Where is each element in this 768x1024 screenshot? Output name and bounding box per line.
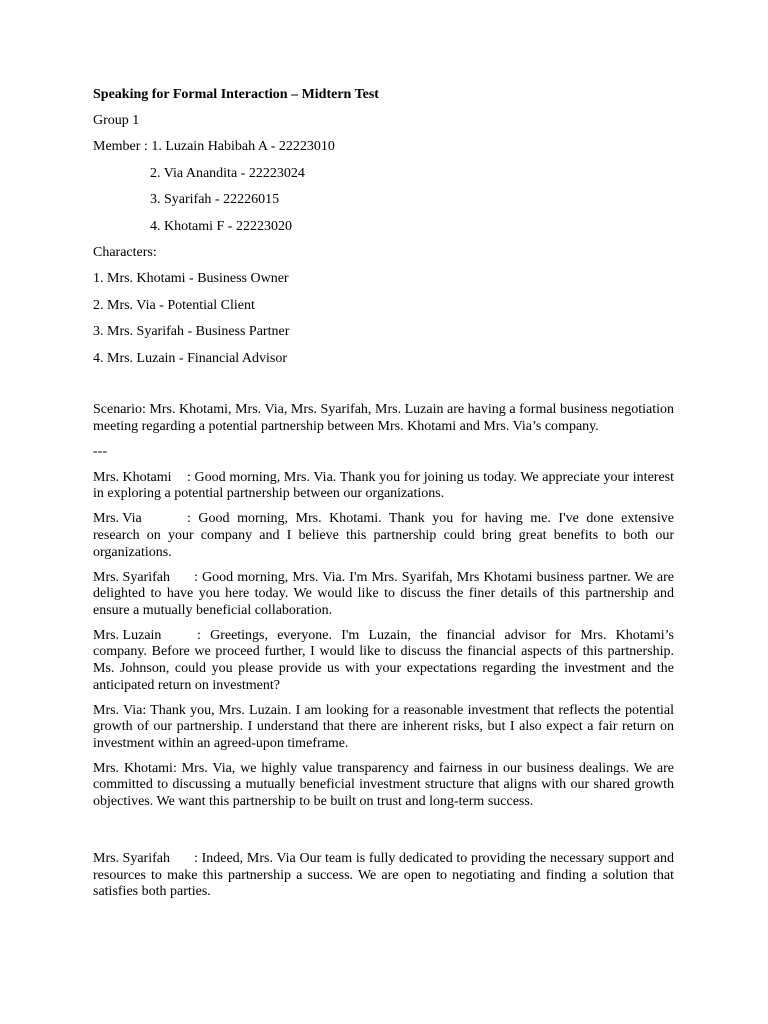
dialogue-luzain-1: [93, 628, 674, 694]
dialogue-text: : Good morning, Mrs. Via. I'm Mrs. Syarifah, Mrs Khotami business partner. We are delighted to have you here today. We would like to discuss the finer details of this partnership and ensure a mutually beneficial collaboration.: [93, 569, 674, 618]
speaker-name: Mrs. Syarifah: [93, 850, 170, 866]
member-name: 1. Luzain Habibah A - 22223010: [151, 139, 335, 155]
separator: ---: [93, 444, 107, 460]
dialogue-khotami-1: [93, 470, 674, 503]
dialogue-text: : Good morning, Mrs. Via. Thank you for joining us today. We appreciate your interest in exploring a potential partnership between our organizations.: [93, 469, 674, 502]
dialogue-syarifah-1: [93, 570, 674, 620]
blank-line: [93, 819, 674, 851]
member-line-1: [93, 138, 674, 156]
group-label: Group 1: [93, 113, 140, 128]
speaker-name: Mrs. Via: [93, 511, 142, 527]
member-line-2: 2. Via Anandita - 22223024: [150, 165, 305, 181]
document-title: Speaking for Formal Interaction – Midtern Test: [93, 87, 379, 102]
speaker-name: Mrs. Luzain: [93, 627, 162, 643]
character-item: 3. Mrs. Syarifah - Business Partner: [93, 324, 290, 340]
blank-line: [93, 376, 674, 402]
dialogue-syarifah-2: [93, 851, 674, 901]
dialogue-text: : Greetings, everyone. I'm Luzain, the financial advisor for Mrs. Khotami’s company. Before we proceed further, I would like to discuss the financial aspects of this partnership. Ms. Johnson, could you please provide us with your expectations regarding the investment and the anticipated return on investment?: [93, 627, 674, 693]
dialogue-text: : Good morning, Mrs. Khotami. Thank you for having me. I've done extensive research on your company and I believe this partnership could bring great benefits to both our organizations.: [93, 511, 674, 560]
dialogue-via-2: Mrs. Via: Thank you, Mrs. Luzain. I am looking for a reasonable investment that reflects the potential growth of our partnership. I understand that there are inherent risks, but I also expect a fair return on investment within an agreed-upon timeframe.: [93, 702, 674, 751]
character-item: 4. Mrs. Luzain - Financial Advisor: [93, 350, 288, 366]
dialogue-via-1: [93, 511, 674, 561]
speaker-name: Mrs. Syarifah: [93, 569, 170, 585]
member-line-3: 3. Syarifah - 22226015: [150, 192, 280, 208]
scenario-paragraph: Scenario: Mrs. Khotami, Mrs. Via, Mrs. Syarifah, Mrs. Luzain are having a formal business negotiation meeting regarding a potential partnership between Mrs. Khotami and Mrs. Via’s company.: [93, 401, 674, 434]
speaker-name: Mrs. Khotami: [93, 469, 172, 485]
members-prefix: Member :: [93, 139, 152, 155]
character-item: 1. Mrs. Khotami - Business Owner: [93, 271, 289, 287]
dialogue-khotami-2: Mrs. Khotami: Mrs. Via, we highly value transparency and fairness in our business dealings. We are committed to discussing a mutually beneficial investment structure that aligns with our shared growth objectives. We want this partnership to be built on trust and long-term success.: [93, 760, 674, 809]
dialogue-text: : Indeed, Mrs. Via Our team is fully dedicated to providing the necessary support and resources to make this partnership a success. We are open to negotiating and finding a solution that satisfies both parties.: [93, 850, 674, 900]
member-line-4: 4. Khotami F - 22223020: [150, 218, 292, 234]
character-item: 2. Mrs. Via - Potential Client: [93, 297, 255, 313]
characters-heading: Characters:: [93, 244, 157, 260]
